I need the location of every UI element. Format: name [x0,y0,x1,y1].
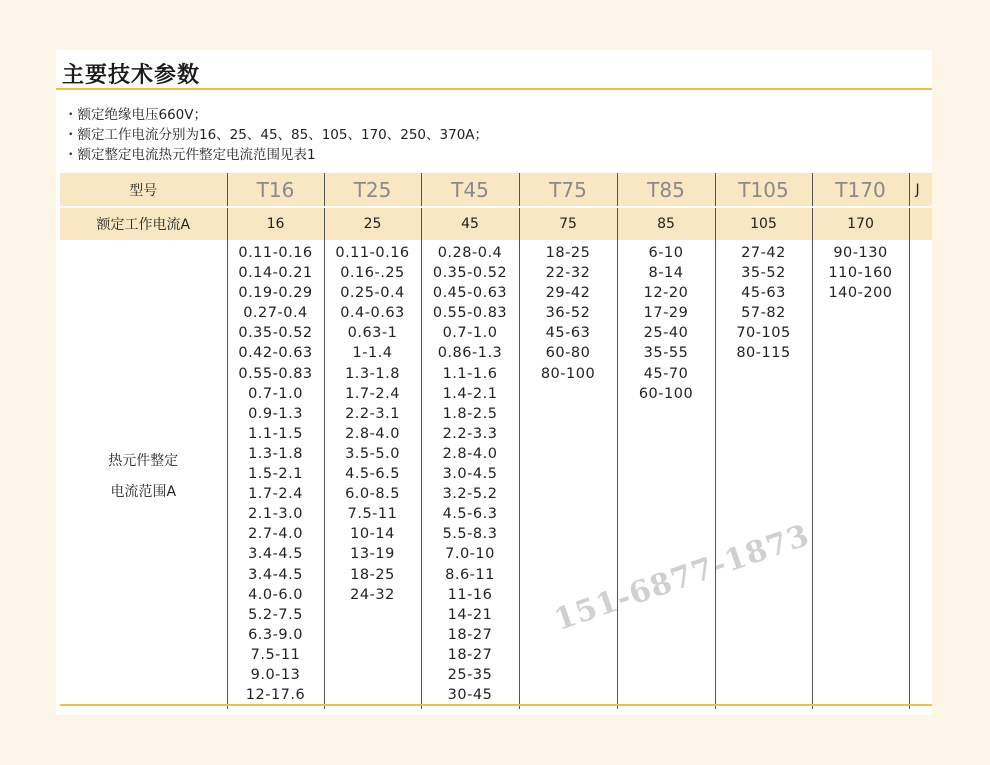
range-value: 0.42-0.63 [238,345,313,362]
range-column-t105 [715,240,812,709]
range-value: 8.6-11 [445,566,495,583]
range-value: 2.8-4.0 [442,445,498,462]
range-value: 60-80 [545,345,591,362]
range-value: 22-32 [545,265,591,282]
range-value: 18-27 [447,626,493,643]
range-value: 0.16-.25 [340,265,405,282]
range-value: 24-32 [350,586,395,603]
range-value: 0.25-0.4 [340,285,405,302]
range-value: 4.0-6.0 [248,586,303,603]
range-value: 1.8-2.5 [442,405,498,422]
range-value: 1.7-2.4 [345,385,400,402]
range-value: 12-17.6 [245,687,306,704]
setting-range-row [60,240,932,709]
range-value: 1-1.4 [352,345,393,362]
range-value: 36-52 [545,305,591,322]
range-value: 0.27-0.4 [243,305,308,322]
range-value: 57-82 [741,305,786,322]
range-value: 0.7-1.0 [442,325,498,342]
range-value: 0.35-0.52 [432,265,508,282]
range-value: 0.55-0.83 [238,365,313,382]
range-value: 0.28-0.4 [437,245,503,261]
title-divider [56,88,932,90]
rated-current-cell: 85 [617,207,715,240]
spec-table [60,173,932,709]
range-value: 0.55-0.83 [432,305,508,322]
range-column-partial [909,240,932,709]
range-value: 14-21 [447,606,493,623]
range-value: 10-14 [350,526,395,543]
rated-current-label: 额定工作电流A [60,207,227,240]
rated-current-cell: 45 [421,207,519,240]
range-value: 0.45-0.63 [432,285,508,302]
rated-current-cell: 25 [324,207,421,240]
rated-current-cell: 75 [519,207,617,240]
range-value: 45-63 [741,285,786,302]
range-value: 2.8-4.0 [345,425,400,442]
range-value: 5.5-8.3 [442,526,498,543]
range-value: 1.3-1.8 [345,365,400,382]
setting-range-label [60,240,227,709]
range-value: 70-105 [736,325,791,342]
model-header-cell: T170 [812,173,909,207]
range-value: 0.63-1 [347,325,398,342]
range-value: 7.5-11 [347,506,398,523]
range-column-t16 [227,240,324,709]
range-value: 18-25 [350,566,395,583]
setting-range-label-line2: 电流范围A [110,484,177,500]
rated-current-cell: 170 [812,207,909,240]
range-value: 0.7-1.0 [248,385,303,402]
range-value: 5.2-7.5 [248,606,303,623]
range-value: 7.0-10 [445,546,495,563]
range-value: 45-70 [643,365,689,382]
range-value: 35-55 [643,345,689,362]
range-value: 17-29 [643,305,689,322]
range-value: 3.0-4.5 [442,466,498,483]
range-value: 1.4-2.1 [442,385,498,402]
range-value: 0.14-0.21 [238,265,313,282]
page-title: 主要技术参数 [62,63,201,88]
model-header-cell: T45 [421,173,519,207]
model-header-cell: T85 [617,173,715,207]
range-value: 3.5-5.0 [345,445,400,462]
model-header-cell: T75 [519,173,617,207]
model-header-cell: T25 [324,173,421,207]
range-value: 35-52 [741,265,786,282]
range-value: 0.9-1.3 [248,405,303,422]
rated-current-row [60,207,932,240]
range-column-t75 [519,240,617,709]
range-value: 6.0-8.5 [345,486,400,503]
range-value: 13-19 [350,546,395,563]
range-value: 80-115 [736,345,791,362]
range-value: 2.2-3.1 [345,405,400,422]
bullet-setting-range: ・额定整定电流热元件整定电流范围见表1 [64,147,316,163]
range-value: 1.1-1.6 [442,365,498,382]
range-value: 25-35 [447,666,493,683]
model-header-cell: J [909,173,932,207]
range-value: 25-40 [643,325,689,342]
spec-bullets [64,105,488,165]
range-value: 0.86-1.3 [437,345,503,362]
model-header-label: 型号 [60,173,227,207]
range-value: 6.3-9.0 [248,626,303,643]
range-value: 7.5-11 [250,646,301,663]
rated-current-cell [909,207,932,240]
range-column-t170 [812,240,909,709]
bullet-insulation-voltage: ・额定绝缘电压660V； [64,107,208,123]
range-column-t25 [324,240,421,709]
range-value: 18-27 [447,646,493,663]
range-value: 90-130 [833,245,888,261]
range-value: 0.4-0.63 [340,305,405,322]
rated-current-cell: 16 [227,207,324,240]
range-value: 0.11-0.16 [335,245,410,261]
range-value: 3.4-4.5 [248,566,303,583]
range-value: 12-20 [643,285,689,302]
range-value: 8-14 [648,265,684,282]
range-value: 60-100 [638,385,694,402]
range-value: 0.11-0.16 [238,245,313,261]
range-value: 140-200 [828,285,893,302]
document-page [56,50,932,715]
range-value: 4.5-6.5 [345,466,400,483]
range-value: 1.3-1.8 [248,445,303,462]
range-value: 27-42 [741,245,786,261]
range-value: 29-42 [545,285,591,302]
model-header-cell: T105 [715,173,812,207]
model-header-row [60,173,932,207]
range-value: 30-45 [447,687,493,704]
range-column-t85 [617,240,715,709]
range-value: 9.0-13 [250,666,301,683]
setting-range-label-line1: 热元件整定 [108,453,179,469]
range-value: 45-63 [545,325,591,342]
range-value: 2.2-3.3 [442,425,498,442]
range-value: 0.35-0.52 [238,325,313,342]
range-value: 6-10 [648,245,684,261]
range-value: 80-100 [540,365,596,382]
range-value: 110-160 [828,265,893,282]
range-value: 18-25 [545,245,591,261]
range-value: 1.5-2.1 [248,466,303,483]
range-value: 2.1-3.0 [248,506,303,523]
range-value: 0.19-0.29 [238,285,313,302]
range-value: 4.5-6.3 [442,506,498,523]
range-value: 1.1-1.5 [248,425,303,442]
range-value: 2.7-4.0 [248,526,303,543]
range-value: 11-16 [447,586,493,603]
range-value: 1.7-2.4 [248,486,303,503]
range-value: 3.4-4.5 [248,546,303,563]
rated-current-cell: 105 [715,207,812,240]
table-bottom-divider [60,704,932,706]
model-header-cell: T16 [227,173,324,207]
bullet-rated-currents: ・额定工作电流分别为16、25、45、85、105、170、250、370A； [64,127,489,143]
range-column-t45 [421,240,519,709]
spec-table-container [60,173,932,709]
phone-watermark: 151-6877-1873 [550,517,815,639]
range-value: 3.2-5.2 [442,486,498,503]
